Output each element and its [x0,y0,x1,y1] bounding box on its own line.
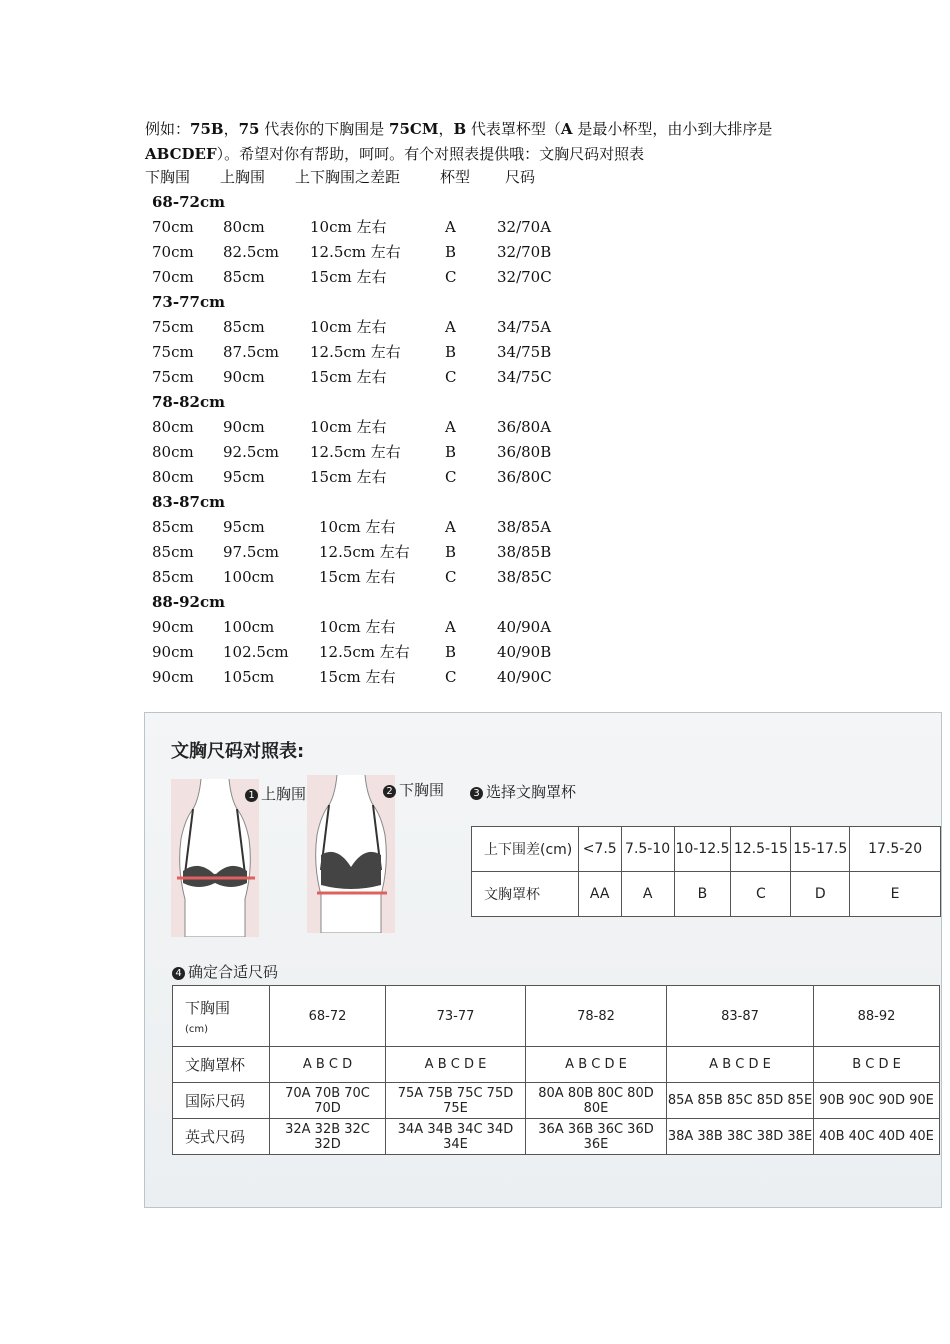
table-cell: 100cm [223,568,275,586]
table-cell: 90cm [152,618,194,636]
table-cell: 90cm [152,668,194,686]
table-cell: 100cm [223,618,275,636]
group-label: 73-77cm [152,293,225,311]
panel-title: 文胸尺码对照表: [171,741,305,762]
table-cell: 10cm 左右 [310,218,387,236]
intl-cell: 70A 70B 70C 70D [270,1083,386,1119]
header-under-bust: 下胸围 [145,168,191,186]
under-bust-figure [307,775,395,933]
table-cell: B [445,543,457,561]
uk-cell: 40B 40C 40D 40E [814,1119,940,1155]
table-cell: B [445,643,457,661]
table-cell: 90cm [152,643,194,661]
intl-cell: 75A 75B 75C 75D 75E [386,1083,526,1119]
table-cell: C [445,368,457,386]
table-cell: 40/90A [497,618,552,636]
intl-cell: 80A 80B 80C 80D 80E [526,1083,667,1119]
step4-label [172,961,278,982]
cups-cell: A B C D E [526,1047,667,1083]
cup-cell: A [621,872,674,917]
cup-cell: E [850,872,941,917]
group-label: 88-92cm [152,593,225,611]
size-table [172,985,940,1155]
header-cup: 杯型 [440,168,471,186]
cups-cell: A B C D E [667,1047,814,1083]
diff-cell: 15-17.5 [791,827,850,872]
intl-cell: 85A 85B 85C 85D 85E [667,1083,814,1119]
uk-cell: 38A 38B 38C 38D 38E [667,1119,814,1155]
diff-cell: 10-12.5 [674,827,731,872]
uk-row-header: 英式尺码 [173,1119,270,1155]
cup-cell: D [791,872,850,917]
table-cell: 15cm 左右 [310,268,387,286]
table-cell: A [445,318,456,336]
table-cell: 12.5cm 左右 [319,643,410,661]
table-cell: 92.5cm [223,443,280,461]
table-cell: B [445,243,457,261]
table-cell: 85cm [223,268,265,286]
table-cell: B [445,443,457,461]
table-cell: 85cm [152,543,194,561]
table-cell: 87.5cm [223,343,280,361]
table-cell: 34/75C [497,368,552,386]
uk-cell: 34A 34B 34C 34D 34E [386,1119,526,1155]
header-size: 尺码 [505,168,536,186]
header-upper-bust: 上胸围 [220,168,266,186]
bra-size-chart-image [144,712,942,1208]
step2-number-icon: 2 [383,785,396,798]
table-cell: 34/75B [497,343,552,361]
cup-table [471,826,941,917]
table-cell: C [445,468,457,486]
cups-cell: A B C D [270,1047,386,1083]
table-cell: 34/75A [497,318,552,336]
diff-cell: 17.5-20 [850,827,941,872]
table-cell: 32/70C [497,268,552,286]
range-cell: 78-82 [526,986,667,1047]
table-cell: 36/80B [497,443,552,461]
table-cell: 38/85C [497,568,552,586]
under-bust-header [173,986,270,1047]
table-cell: C [445,268,457,286]
table-cell: 102.5cm [223,643,289,661]
step3-number-icon: 3 [470,787,483,800]
step3-text: 选择文胸罩杯 [486,783,577,801]
table-cell: 80cm [152,418,194,436]
table-cell: 95cm [223,468,265,486]
cup-header: 文胸罩杯 [472,872,579,917]
table-cell: 12.5cm 左右 [310,243,401,261]
table-cell: 90cm [223,368,265,386]
table-cell: 85cm [152,568,194,586]
diff-cell: 7.5-10 [621,827,674,872]
step2-label [383,779,444,800]
intl-cell: 90B 90C 90D 90E [814,1083,940,1119]
table-cell: 12.5cm 左右 [310,443,401,461]
table-cell: B [445,343,457,361]
uk-cell: 36A 36B 36C 36D 36E [526,1119,667,1155]
table-cell: 10cm 左右 [310,318,387,336]
table-cell: 38/85B [497,543,552,561]
table-cell: 75cm [152,318,194,336]
table-cell: C [445,568,457,586]
cup-diff-header: 上下围差(cm) [472,827,579,872]
table-cell: 10cm 左右 [319,518,396,536]
table-cell: 75cm [152,343,194,361]
table-cell: 15cm 左右 [310,368,387,386]
header-difference: 上下胸围之差距 [295,168,401,186]
cup-cell: C [731,872,791,917]
cups-cell: A B C D E [386,1047,526,1083]
table-cell: 82.5cm [223,243,280,261]
table-cell: A [445,618,456,636]
step1-label [245,783,306,804]
step2-text: 下胸围 [399,781,445,799]
step1-text: 上胸围 [261,785,307,803]
table-cell: 90cm [223,418,265,436]
table-cell: 32/70B [497,243,552,261]
table-cell: 85cm [152,518,194,536]
intl-row-header: 国际尺码 [173,1083,270,1119]
table-cell: 40/90B [497,643,552,661]
table-cell: 97.5cm [223,543,280,561]
table-cell: 12.5cm 左右 [310,343,401,361]
table-cell: 15cm 左右 [319,668,396,686]
cup-cell: AA [578,872,621,917]
under-bust-header-text: 下胸围 [185,998,231,1017]
table-cell: 32/70A [497,218,552,236]
group-label: 78-82cm [152,393,225,411]
table-cell: 70cm [152,243,194,261]
table-cell: 10cm 左右 [319,618,396,636]
table-cell: 36/80A [497,418,552,436]
cup-row-header: 文胸罩杯 [173,1047,270,1083]
table-cell: 85cm [223,318,265,336]
table-cell: C [445,668,457,686]
range-cell: 68-72 [270,986,386,1047]
group-label: 83-87cm [152,493,225,511]
group-label: 68-72cm [152,193,225,211]
table-cell: 70cm [152,218,194,236]
diff-cell: <7.5 [578,827,621,872]
table-cell: 70cm [152,268,194,286]
table-cell: A [445,418,456,436]
table-cell: A [445,518,456,536]
step3-label [470,781,576,802]
table-cell: 12.5cm 左右 [319,543,410,561]
uk-cell: 32A 32B 32C 32D [270,1119,386,1155]
table-cell: 80cm [152,468,194,486]
range-cell: 88-92 [814,986,940,1047]
range-cell: 73-77 [386,986,526,1047]
table-cell: 36/80C [497,468,552,486]
range-cell: 83-87 [667,986,814,1047]
table-cell: 80cm [152,443,194,461]
table-cell: 10cm 左右 [310,418,387,436]
cups-cell: B C D E [814,1047,940,1083]
step4-text: 确定合适尺码 [188,963,279,981]
intro-paragraph: 例如：75B，75 代表你的下胸围是 75CM，B 代表罩杯型（A 是最小杯型，由小到大排序是 ABCDEF）。希望对你有帮助，呵呵。有个对照表提供哦：文胸尺码对照表 [145,120,773,163]
cup-cell: B [674,872,731,917]
table-cell: 95cm [223,518,265,536]
under-bust-unit: (cm) [185,1023,209,1035]
table-cell: 38/85A [497,518,552,536]
table-cell: 40/90C [497,668,552,686]
step1-number-icon: 1 [245,789,258,802]
table-cell: 80cm [223,218,265,236]
table-cell: 15cm 左右 [310,468,387,486]
table-cell: 75cm [152,368,194,386]
table-cell: A [445,218,456,236]
step4-number-icon: 4 [172,967,185,980]
diff-cell: 12.5-15 [731,827,791,872]
table-cell: 15cm 左右 [319,568,396,586]
table-cell: 105cm [223,668,275,686]
